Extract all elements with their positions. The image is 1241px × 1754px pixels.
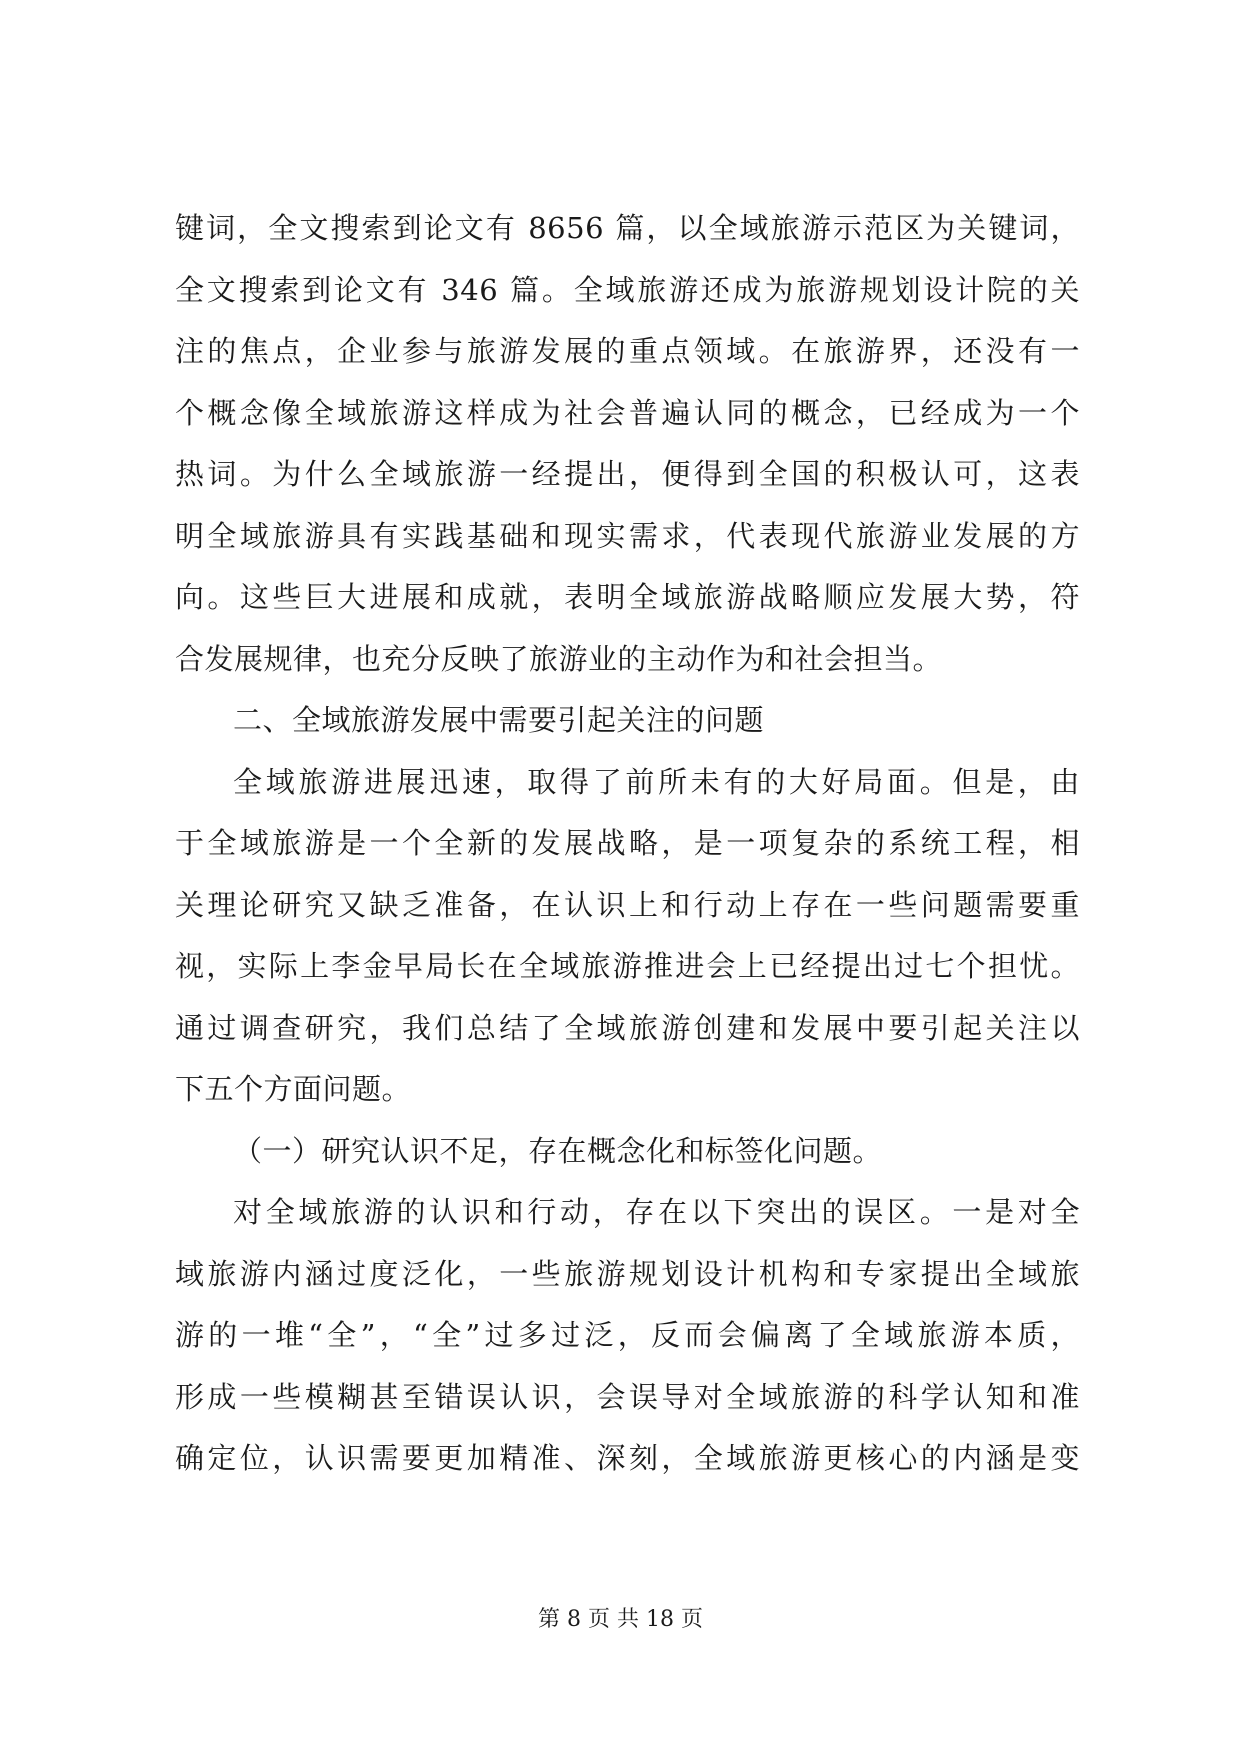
text-line: 注的焦点，企业参与旅游发展的重点领域。在旅游界，还没有一: [175, 334, 1080, 368]
body-text: [175, 198, 1080, 1490]
text-line: 确定位，认识需要更加精准、深刻，全域旅游更核心的内涵是变: [175, 1441, 1080, 1475]
text-line: 域旅游内涵过度泛化，一些旅游规划设计机构和专家提出全域旅: [175, 1256, 1080, 1291]
text-line: 形成一些模糊甚至错误认识，会误导对全域旅游的科学认知和准: [175, 1379, 1080, 1414]
section-heading: 二、全域旅游发展中需要引起关注的问题: [233, 703, 765, 737]
text-line: 于全域旅游是一个全新的发展战略，是一项复杂的系统工程，相: [175, 826, 1080, 860]
text-line: 游的一堆“全”，“全”过多过泛，反而会偏离了全域旅游本质，: [175, 1318, 1080, 1352]
text-line: 键词，全文搜索到论文有 8656 篇，以全域旅游示范区为关键词，: [175, 211, 1080, 245]
text-line: 个概念像全域旅游这样成为社会普遍认同的概念，已经成为一个: [175, 395, 1080, 430]
text-line: 视，实际上李金早局长在全域旅游推进会上已经提出过七个担忧。: [175, 949, 1080, 983]
text-line: 对全域旅游的认识和行动，存在以下突出的误区。一是对全: [233, 1195, 1080, 1229]
text-line: 下五个方面问题。: [175, 1072, 412, 1106]
text-line: 向。这些巨大进展和成就，表明全域旅游战略顺应发展大势，符: [175, 580, 1080, 614]
text-line: 通过调查研究，我们总结了全域旅游创建和发展中要引起关注以: [175, 1010, 1080, 1045]
text-line: 热词。为什么全域旅游一经提出，便得到全国的积极认可，这表: [175, 457, 1080, 491]
page-number-footer: 第 8 页 共 18 页: [538, 1607, 703, 1632]
subsection-heading: （一）研究认识不足，存在概念化和标签化问题。: [233, 1133, 883, 1168]
text-line: 全域旅游进展迅速，取得了前所未有的大好局面。但是，由: [233, 764, 1080, 799]
text-line: 明全域旅游具有实践基础和现实需求，代表现代旅游业发展的方: [175, 518, 1080, 553]
text-line: 关理论研究又缺乏准备，在认识上和行动上存在一些问题需要重: [175, 887, 1080, 922]
text-line: 全文搜索到论文有 346 篇。全域旅游还成为旅游规划设计院的关: [175, 272, 1080, 307]
text-line: 合发展规律，也充分反映了旅游业的主动作为和社会担当。: [175, 641, 943, 676]
